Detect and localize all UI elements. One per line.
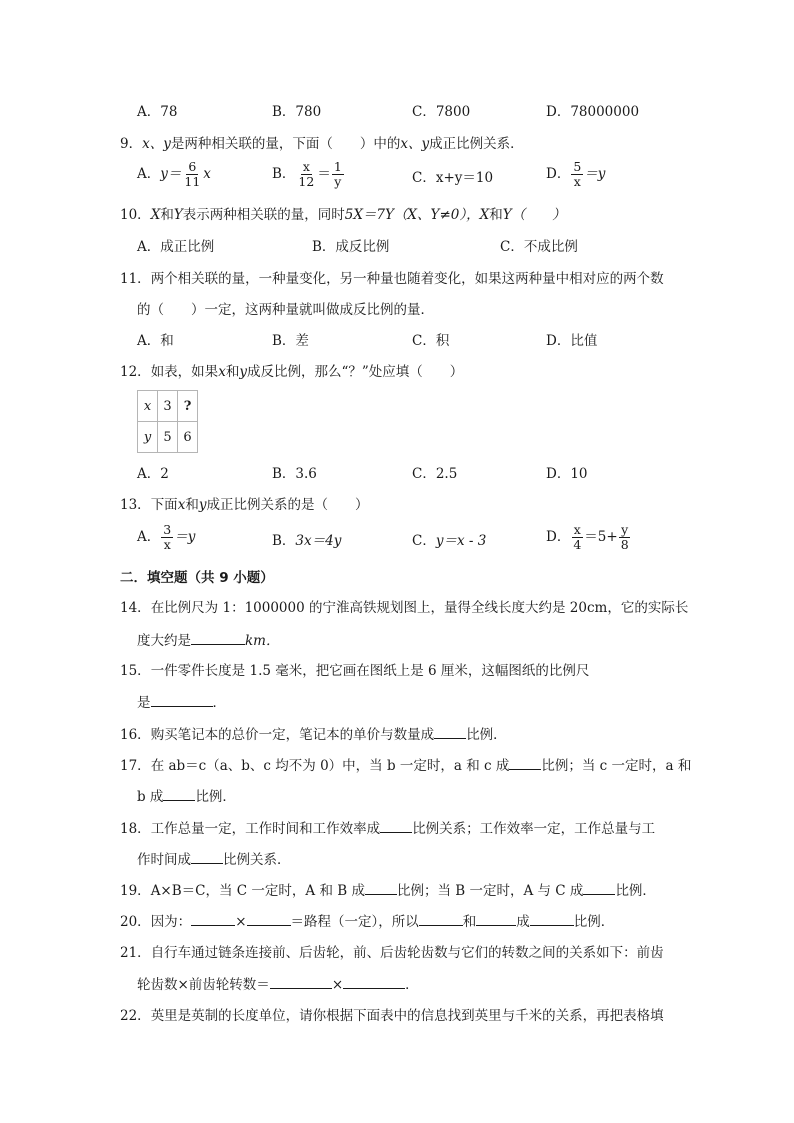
answer-blank[interactable] [151, 692, 213, 707]
answer-blank[interactable] [476, 911, 516, 926]
q22-stem-line1: 22．英里是英制的长度单位，请你根据下面表中的信息找到英里与千米的关系，再把表格填 [120, 1008, 664, 1024]
answer-blank[interactable] [191, 630, 245, 645]
q11-stem-line1: 11．两个相关联的量，一种量变化，另一种量也随着变化，如果这两种量中相对应的两个数 [120, 271, 664, 287]
table-cell: 3 [158, 391, 178, 422]
answer-blank[interactable] [163, 786, 195, 801]
fraction: $\frac{6}{11}$ [184, 159, 201, 189]
q9-option-a: A．y＝ $\frac{6}{11}$ x [137, 159, 211, 189]
answer-blank[interactable] [583, 880, 615, 895]
q9-option-c: C．x+y＝10 [412, 170, 494, 186]
q14-stem-line2: 度大约是 km． [137, 630, 279, 651]
q11-option-d: D．比值 [546, 333, 598, 349]
q8-option-b: B．780 [272, 104, 322, 120]
q8-option-a: A．78 [137, 104, 178, 120]
fraction: $\frac{3}{x}$ [163, 522, 172, 552]
q8-option-d: D．78000000 [546, 104, 640, 120]
answer-blank[interactable] [509, 755, 541, 770]
q10-option-b: B．成反比例 [312, 239, 390, 255]
q13-option-d: D． $\frac{x}{4}$ ＝5+ $\frac{y}{8}$ [546, 522, 629, 552]
answer-blank[interactable] [380, 818, 412, 833]
q19-stem: 19．A×B＝C，当 C 一定时，A 和 B 成 比例；当 B 一定时，A 与 C 成 比例． [120, 880, 656, 901]
q11-option-a: A．和 [137, 333, 174, 349]
q14-stem-line1: 14．在比例尺为 1：1000000 的宁淮高铁规划图上，量得全线长度大约是 20cm，它的实际长 [120, 600, 689, 616]
q20-stem: 20．因为： × ＝路程（一定），所以 和 成 比例． [120, 911, 614, 932]
table-cell: y [138, 422, 158, 453]
fraction: $\frac{x}{12}$ [298, 159, 315, 189]
q21-stem-line1: 21．自行车通过链条连接前、后齿轮，前、后齿轮齿数与它们的转数之间的关系如下：前齿 [120, 945, 664, 961]
answer-blank[interactable] [419, 911, 463, 926]
q15-stem-line2: 是 ． [137, 692, 226, 713]
q13-option-c: C．y＝x - 3 [412, 533, 487, 549]
q18-stem-line2: 作时间成 比例关系． [137, 849, 291, 870]
q9-stem: 9．x、y是两种相关联的量，下面（ ）中的x、y成正比例关系． [120, 136, 524, 152]
q11-option-c: C．积 [412, 333, 450, 349]
q10-option-c: C．不成比例 [500, 239, 578, 255]
q17-stem-line2: b 成 比例． [137, 786, 236, 807]
q12-option-a: A．2 [137, 466, 169, 482]
q10-stem: 10．X和Y表示两种相关联的量，同时5X＝7Y（X、Y≠0），X和Y（ ） [120, 207, 566, 223]
q13-stem: 13．下面x和y成正比例关系的是（ ） [120, 497, 369, 513]
answer-blank[interactable] [343, 974, 405, 989]
table-cell: 6 [178, 422, 198, 453]
q9-option-b: B． $\frac{x}{12}$ ＝ $\frac{1}{y}$ [272, 159, 342, 189]
answer-blank[interactable] [191, 849, 223, 864]
q13-option-b: B．3x＝4y [272, 533, 342, 549]
q12-option-d: D．10 [546, 466, 588, 482]
q11-option-b: B．差 [272, 333, 309, 349]
q12-option-c: C．2.5 [412, 466, 458, 482]
fraction: $\frac{1}{y}$ [333, 159, 342, 189]
table-row [138, 391, 198, 422]
answer-blank[interactable] [365, 880, 397, 895]
q12-option-b: B．3.6 [272, 466, 317, 482]
table-cell: ? [178, 391, 198, 422]
q12-stem: 12．如表，如果x和y成反比例，那么“？”处应填（ ） [120, 364, 464, 380]
table-cell: x [138, 391, 158, 422]
section-heading-fill-in: 二．填空题（共 9 小题） [120, 570, 274, 586]
fraction: $\frac{5}{x}$ [573, 159, 582, 189]
q21-stem-line2: 轮齿数×前齿轮转数＝ × ． [137, 974, 419, 995]
q13-option-a: A． $\frac{3}{x}$ ＝y [137, 522, 196, 552]
q17-stem-line1: 17．在 ab＝c（a、b、c 均不为 0）中，当 b 一定时，a 和 c 成 比例；当 c 一定时，a 和 [120, 755, 691, 776]
fraction: $\frac{x}{4}$ [573, 522, 582, 552]
table-row [138, 422, 198, 453]
q18-stem-line1: 18．工作总量一定，工作时间和工作效率成 比例关系；工作效率一定，工作总量与工 [120, 818, 655, 839]
answer-blank[interactable] [434, 724, 466, 739]
q8-option-c: C．7800 [412, 104, 471, 120]
answer-blank[interactable] [191, 911, 235, 926]
answer-blank[interactable] [247, 911, 291, 926]
q11-stem-line2: 的（ ）一定，这两种量就叫做成反比例的量． [137, 302, 434, 318]
q9-option-d: D． $\frac{5}{x}$ ＝y [546, 159, 606, 189]
fraction: $\frac{y}{8}$ [620, 522, 629, 552]
answer-blank[interactable] [530, 911, 574, 926]
q10-option-a: A．成正比例 [137, 239, 215, 255]
q12-table [137, 390, 198, 453]
q16-stem: 16．购买笔记本的总价一定，笔记本的单价与数量成 比例． [120, 724, 507, 745]
q15-stem-line1: 15．一件零件长度是 1.5 毫米，把它画在图纸上是 6 厘米，这幅图纸的比例尺 [120, 663, 590, 679]
table-cell: 5 [158, 422, 178, 453]
answer-blank[interactable] [270, 974, 332, 989]
